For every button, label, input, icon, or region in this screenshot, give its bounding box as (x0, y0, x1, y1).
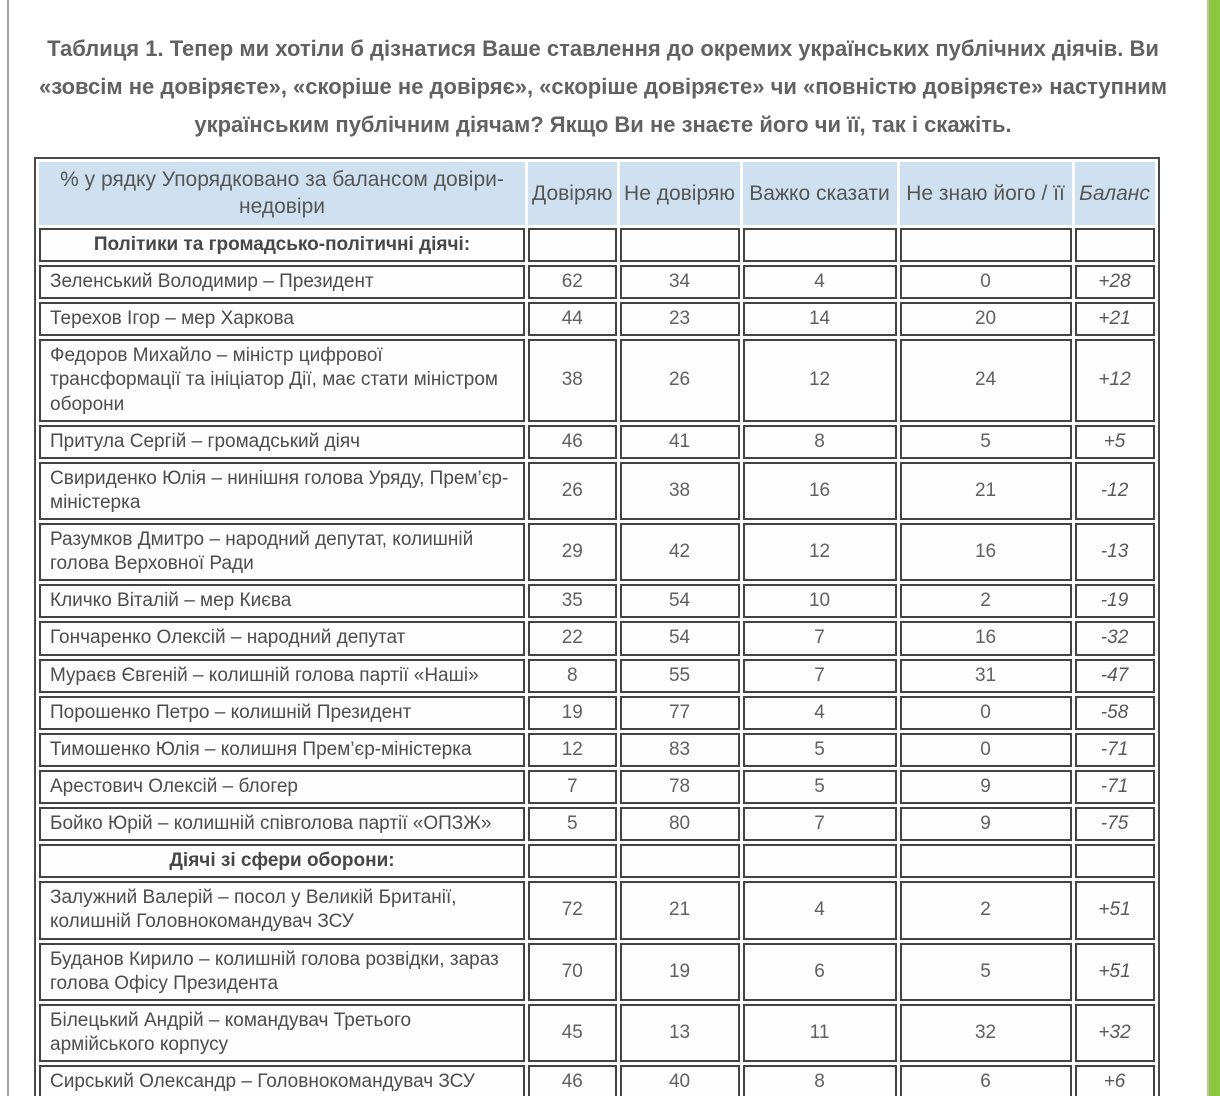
value-cell: 5 (528, 807, 617, 841)
value-cell: 14 (743, 302, 897, 336)
value-cell: 0 (900, 733, 1072, 767)
balance-cell: +12 (1075, 339, 1155, 421)
section-empty-cell (1075, 844, 1155, 878)
balance-cell: +5 (1075, 425, 1155, 459)
header-hard-to-say: Важко сказати (743, 162, 897, 225)
person-name-cell: Притула Сергій – громадський діяч (39, 425, 525, 459)
table-row (39, 584, 1155, 618)
value-cell: 46 (528, 425, 617, 459)
table-header-row (39, 162, 1155, 225)
value-cell: 62 (528, 265, 617, 299)
value-cell: 21 (900, 462, 1072, 520)
value-cell: 7 (743, 807, 897, 841)
value-cell: 10 (743, 584, 897, 618)
table-row (39, 770, 1155, 804)
value-cell: 35 (528, 584, 617, 618)
value-cell: 8 (528, 659, 617, 693)
value-cell: 31 (900, 659, 1072, 693)
value-cell: 7 (743, 659, 897, 693)
value-cell: 55 (620, 659, 740, 693)
value-cell: 8 (743, 1065, 897, 1096)
balance-cell: +6 (1075, 1065, 1155, 1096)
value-cell: 12 (743, 523, 897, 581)
header-dont-know: Не знаю його / її (900, 162, 1072, 225)
value-cell: 4 (743, 265, 897, 299)
value-cell: 24 (900, 339, 1072, 421)
person-name-cell: Буданов Кирило – колишній голова розвідки, зараз голова Офісу Президента (39, 943, 525, 1001)
header-trust: Довіряю (528, 162, 617, 225)
value-cell: 72 (528, 881, 617, 939)
table-row (39, 881, 1155, 939)
balance-cell: +51 (1075, 943, 1155, 1001)
person-name-cell: Свириденко Юлія – нинішня голова Уряду, Прем’єр-міністерка (39, 462, 525, 520)
person-name-cell: Тимошенко Юлія – колишня Прем’єр-міністерка (39, 733, 525, 767)
value-cell: 5 (743, 770, 897, 804)
table-row (39, 807, 1155, 841)
content-area (14, 0, 1192, 1096)
section-empty-cell (900, 228, 1072, 262)
value-cell: 44 (528, 302, 617, 336)
table-row (39, 621, 1155, 655)
green-accent-strip (1207, 0, 1220, 1096)
section-label: Політики та громадсько-політичні діячі: (39, 228, 525, 262)
person-name-cell: Разумков Дмитро – народний депутат, колишній голова Верховної Ради (39, 523, 525, 581)
value-cell: 7 (743, 621, 897, 655)
value-cell: 46 (528, 1065, 617, 1096)
balance-cell: +51 (1075, 881, 1155, 939)
value-cell: 0 (900, 696, 1072, 730)
section-empty-cell (528, 228, 617, 262)
value-cell: 32 (900, 1004, 1072, 1062)
balance-cell: +28 (1075, 265, 1155, 299)
section-label: Діячі зі сфери оборони: (39, 844, 525, 878)
section-empty-cell (1075, 228, 1155, 262)
person-name-cell: Зеленський Володимир – Президент (39, 265, 525, 299)
person-name-cell: Арестович Олексій – блогер (39, 770, 525, 804)
section-header-row (39, 844, 1155, 878)
header-distrust: Не довіряю (620, 162, 740, 225)
table-row (39, 696, 1155, 730)
value-cell: 54 (620, 584, 740, 618)
section-empty-cell (620, 844, 740, 878)
value-cell: 29 (528, 523, 617, 581)
value-cell: 11 (743, 1004, 897, 1062)
balance-cell: +21 (1075, 302, 1155, 336)
value-cell: 6 (743, 943, 897, 1001)
balance-cell: -13 (1075, 523, 1155, 581)
value-cell: 77 (620, 696, 740, 730)
table-row (39, 523, 1155, 581)
value-cell: 5 (743, 733, 897, 767)
value-cell: 54 (620, 621, 740, 655)
table-row (39, 265, 1155, 299)
section-empty-cell (528, 844, 617, 878)
value-cell: 16 (743, 462, 897, 520)
value-cell: 9 (900, 807, 1072, 841)
trust-ratings-table (34, 157, 1160, 1096)
table-row (39, 1065, 1155, 1096)
value-cell: 34 (620, 265, 740, 299)
value-cell: 4 (743, 696, 897, 730)
value-cell: 22 (528, 621, 617, 655)
section-empty-cell (743, 844, 897, 878)
value-cell: 5 (900, 943, 1072, 1001)
value-cell: 80 (620, 807, 740, 841)
value-cell: 78 (620, 770, 740, 804)
value-cell: 42 (620, 523, 740, 581)
table-row (39, 339, 1155, 421)
person-name-cell: Мураєв Євгеній – колишній голова партії «Наші» (39, 659, 525, 693)
section-header-row (39, 228, 1155, 262)
person-name-cell: Залужний Валерій – посол у Великій Британії, колишній Головнокомандувач ЗСУ (39, 881, 525, 939)
value-cell: 45 (528, 1004, 617, 1062)
person-name-cell: Бойко Юрій – колишній співголова партії «ОПЗЖ» (39, 807, 525, 841)
person-name-cell: Гончаренко Олексій – народний депутат (39, 621, 525, 655)
value-cell: 16 (900, 621, 1072, 655)
table-title: Таблиця 1. Тепер ми хотіли б дізнатися Ваше ставлення до окремих українських публічних діячів. Ви «зовсім не довіряєте», «скоріше не довіряє», «скоріше довіряєте» чи «повністю довіряєте» наступним українським публічним діячам? Якщо Ви не знаєте його чи її, так і скажіть. (38, 36, 1167, 137)
table-row (39, 943, 1155, 1001)
person-name-cell: Сирський Олександр – Головнокомандувач ЗСУ (39, 1065, 525, 1096)
balance-cell: -12 (1075, 462, 1155, 520)
table-row (39, 733, 1155, 767)
balance-cell: -75 (1075, 807, 1155, 841)
value-cell: 5 (900, 425, 1072, 459)
value-cell: 21 (620, 881, 740, 939)
table-row (39, 302, 1155, 336)
value-cell: 41 (620, 425, 740, 459)
person-name-cell: Терехов Ігор – мер Харкова (39, 302, 525, 336)
value-cell: 38 (620, 462, 740, 520)
value-cell: 19 (528, 696, 617, 730)
section-empty-cell (900, 844, 1072, 878)
balance-cell: -71 (1075, 733, 1155, 767)
value-cell: 0 (900, 265, 1072, 299)
value-cell: 8 (743, 425, 897, 459)
value-cell: 20 (900, 302, 1072, 336)
value-cell: 12 (528, 733, 617, 767)
section-empty-cell (743, 228, 897, 262)
balance-cell: -19 (1075, 584, 1155, 618)
person-name-cell: Кличко Віталій – мер Києва (39, 584, 525, 618)
value-cell: 7 (528, 770, 617, 804)
person-name-cell: Білецький Андрій – командувач Третього армійського корпусу (39, 1004, 525, 1062)
left-edge-line (7, 0, 9, 1096)
value-cell: 9 (900, 770, 1072, 804)
person-name-cell: Порошенко Петро – колишній Президент (39, 696, 525, 730)
value-cell: 13 (620, 1004, 740, 1062)
table-row (39, 425, 1155, 459)
table-row (39, 1004, 1155, 1062)
value-cell: 6 (900, 1065, 1072, 1096)
balance-cell: -32 (1075, 621, 1155, 655)
balance-cell: -71 (1075, 770, 1155, 804)
value-cell: 23 (620, 302, 740, 336)
value-cell: 70 (528, 943, 617, 1001)
value-cell: 19 (620, 943, 740, 1001)
value-cell: 26 (620, 339, 740, 421)
value-cell: 16 (900, 523, 1072, 581)
header-sorted-by-balance: % у рядку Упорядковано за балансом довіри-недовіри (39, 162, 525, 225)
value-cell: 4 (743, 881, 897, 939)
value-cell: 40 (620, 1065, 740, 1096)
table-row (39, 659, 1155, 693)
value-cell: 26 (528, 462, 617, 520)
header-balance: Баланс (1075, 162, 1155, 225)
balance-cell: -47 (1075, 659, 1155, 693)
balance-cell: -58 (1075, 696, 1155, 730)
value-cell: 83 (620, 733, 740, 767)
value-cell: 2 (900, 584, 1072, 618)
table-row (39, 462, 1155, 520)
value-cell: 12 (743, 339, 897, 421)
balance-cell: +32 (1075, 1004, 1155, 1062)
section-empty-cell (620, 228, 740, 262)
value-cell: 2 (900, 881, 1072, 939)
person-name-cell: Федоров Михайло – міністр цифрової трансформації та ініціатор Дії, має стати міністром оборони (39, 339, 525, 421)
value-cell: 38 (528, 339, 617, 421)
